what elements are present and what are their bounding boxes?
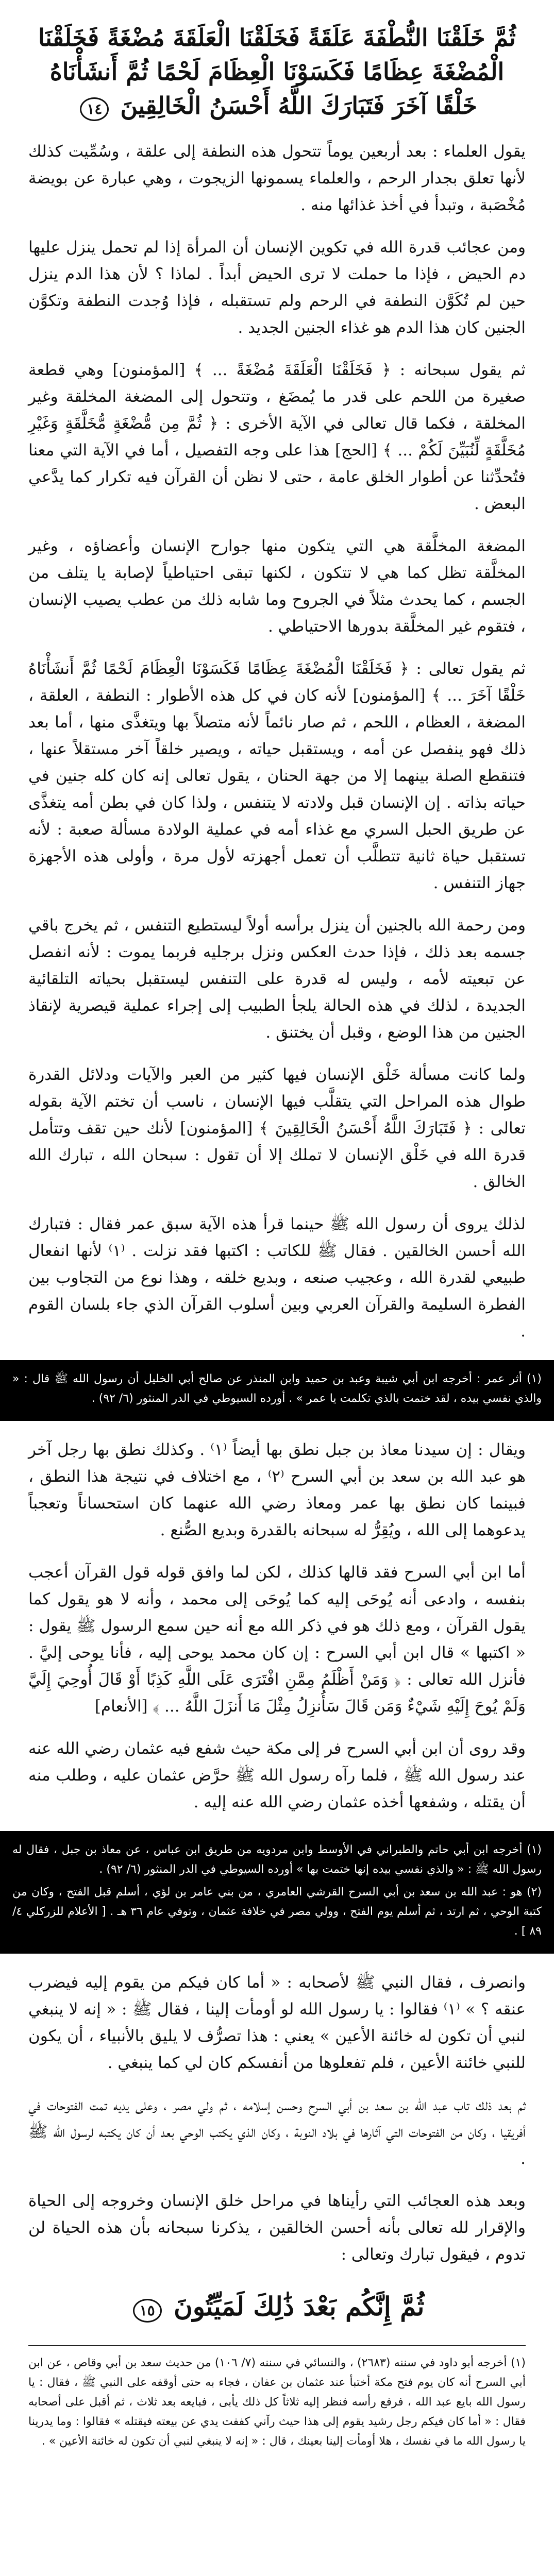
- verse-number-badge: ١٥: [133, 2299, 162, 2323]
- commentary-section-2: [28, 1436, 526, 1816]
- footnote: (٢) هو : عبد الله بن سعد بن أبي السرح القرشي العامري ، من بني عامر بن لؤي ، أسلم قبل الفتح ، وكان من كتبة الوحي ، ثم ارتد ، ثم أسلم يوم الفتح ، وولي مصر في خلافة عثمان ، وتوفي عام ٣٦ هـ . [ الأعلام للزركلي ٤/ ٨٩ ] .: [12, 1886, 542, 1938]
- paragraph: المضغة المخلَّقة هي التي يتكون منها جوارح الإنسان وأعضاؤه ، وغير المخلَّقة تظل كما هي لا تتكون ، لكنها تبقى احتياطياً لإصابة يا يتلف من الجسم ، كما يحدث مثلاً في الجروح وما شابه ذلك من عطب يصيب الإنسان ، فتقوم غير المخلَّقة بدورها الاحتياطي .: [28, 537, 526, 636]
- paragraph: لذلك يروى أن رسول الله ﷺ حينما قرأ هذه الآية سبق عمر فقال : فتبارك الله أحسن الخالقين . فقال ﷺ للكاتب : اكتبها فقد نزلت . ⁽١⁾ لأنها انفعال طبيعي لقدرة الله ، وعجيب صنعه ، وبديع خلقه ، وهذا نوع من التجاوب بين الفطرة السليمة والقرآن العربي وبين أسلوب القرآن الذي جاء بلسان القوم .: [28, 1215, 526, 1341]
- paragraph: ولما كانت مسألة خَلْق الإنسان فيها كثير من العبر والآيات ودلائل القدرة طوال هذه المراحل التي يتقلَّب فيها الإنسان ، ناسب أن تختم الآية بقوله تعالى : ﴿ فَتَبَارَكَ اللَّهُ أَحْسَنُ الْخَالِقِينَ ﴾ [المؤمنون] لأنك حين تقف وتتأمل قدرة الله في خَلْق الإنسان لا تملك إلا أن تقول : سبحان الله ، تبارك الله الخالق .: [28, 1065, 526, 1191]
- footnote: (١) أخرجه ابن أبي حاتم والطبراني في الأوسط وابن مردويه من طريق ابن عباس ، عن معاذ بن جبل ، فقال له رسول الله ﷺ : « والذي نفسي بيده إنها ختمت بها » أورده السيوطي في الدر المنثور (٦/ ٩٢) .: [12, 1843, 542, 1876]
- footnote: (١) أخرجه أبو داود في سننه (٢٦٨٣) ، والنسائي في سننه (٧/ ١٠٦) من حديث سعد بن أبي وقاص ، عن ابن أبي السرح أنه كان يوم فتح مكة أختبأ عند عثمان بن عفان ، فجاء به حتى أوقفه على النبي ﷺ ، فقال : يا رسول الله بايع عبد الله ، فرفع رأسه فنظر إليه ثلاثاً كل ذلك يأبى ، فبايعه بعد ثلاث ، ثم أقبل على أصحابه فقال : « أما كان فيكم رجل رشيد يقوم إلى هذا حيث رآني كففت يدي عن بيعته فيقتله » فقالوا : وما يدرينا يا رسول الله ما في نفسك ، هلا أومأت إلينا بعينك ، قال : « إنه لا ينبغي لنبي أن تكون له خائنة الأعين » .: [28, 2357, 526, 2448]
- commentary-section-3: [28, 1969, 526, 2268]
- footnotes-section: [28, 2345, 526, 2451]
- paragraph: ويقال : إن سيدنا معاذ بن جبل نطق بها أيضاً ⁽١⁾ . وكذلك نطق بها رجل آخر هو عبد الله بن سعد بن أبي السرح ⁽٢⁾ ، مع اختلاف في نتيجة هذا النطق ، فبينما كان نطق بها عمر ومعاذ رضي الله عنهما كان استحساناً وتعجباً يدعوهما إلى الله ، ويُقِرُّ له سبحانه بالقدرة وبديع الصُّنع .: [28, 1440, 526, 1539]
- paragraph: وبعد هذه العجائب التي رأيناها في مراحل خلق الإنسان وخروجه إلى الحياة والإقرار لله تعالى بأنه أحسن الخالقين ، يذكرنا سبحانه بأن هذه الحياة لن تدوم ، فيقول تبارك وتعالى :: [28, 2192, 526, 2264]
- closing-verse: [28, 2289, 526, 2325]
- paragraph: وانصرف ، فقال النبي ﷺ لأصحابه : « أما كان فيكم من يقوم إليه فيضرب عنقه ؟ » ⁽١⁾ فقالوا : يا رسول الله لو أومأت إلينا ، فقال ﷺ : « إنه لا ينبغي لنبي أن تكون له خائنة الأعين » يعني : هذا تصرُّف لا يليق بالأنبياء ، أن يكون للنبي خائنة الأعين ، فلم تفعلوها من أنفسكم كان لي كما ينبغي .: [28, 1973, 526, 2072]
- footnote-box: [0, 1831, 554, 1954]
- footnote: (١) أثر عمر : أخرجه ابن أبي شيبة وعبد بن حميد وابن المنذر عن صالح أبي الخليل أن رسول الله ﷺ قال : « والذي نفسي بيده ، لقد ختمت بالذي تكلمت يا عمر » . أورده السيوطي في الدر المنثور (٦/ ٩٢) .: [12, 1372, 542, 1405]
- paragraph: ثم يقول سبحانه : ﴿ فَخَلَقْنَا الْعَلَقَةَ مُضْغَةً ... ﴾ [المؤمنون] وهي قطعة صغيرة من اللحم على قدر ما يُمضَغ ، وتتحول إلى المضغة المخلقة وغير المخلقة ، فكما قال تعالى في الآية الأخرى : ﴿ ثُمَّ مِن مُّضْغَةٍ مُّخَلَّقَةٍ وَغَيْرِ مُخَلَّقَةٍ لِّنُبَيِّنَ لَكُمْ ... ﴾ [الحج] هذا على وجه التفصيل ، أما في الآية التي معنا فتُحدِّثنا عن أطوار الخلق عامة ، حتى لا نظن أن القرآن فيه تكرار كما يدَّعي البعض .: [28, 361, 526, 513]
- paragraph: أما ابن أبي السرح فقد قالها كذلك ، لكن لما وافق قوله قول القرآن أعجب بنفسه ، وادعى أنه يُوحَى إليه كما يُوحَى إلى محمد ، وأنه لا هو يقول كما يقول القرآن ، ومع ذلك هو في ذكر الله مع أنه حين سمع الرسول ﷺ يقول : « اكتبها » قال ابن أبي السرح : إن كان محمد يوحى إليه ، فأنا يوحى إليَّ . فأنزل الله تعالى : ﴿ وَمَنْ أَظْلَمُ مِمَّنِ افْتَرَى عَلَى اللَّهِ كَذِبًا أَوْ قَالَ أُوحِيَ إِلَيَّ وَلَمْ يُوحَ إِلَيْهِ شَيْءٌ وَمَن قَالَ سَأُنزِلُ مِثْلَ مَا أَنزَلَ اللَّهُ ... ﴾ [الأنعام]: [28, 1563, 526, 1716]
- header-verse-text: ثُمَّ خَلَقْنَا النُّطْفَةَ عَلَقَةً فَخَلَقْنَا الْعَلَقَةَ مُضْغَةً فَخَلَقْنَا الْمُضْغَةَ عِظَامًا فَكَسَوْنَا الْعِظَامَ لَحْمًا ثُمَّ أَنشَأْنَاهُ خَلْقًا آخَرَ فَتَبَارَكَ اللَّهُ أَحْسَنُ الْخَالِقِينَ: [38, 24, 516, 120]
- verse-number-badge: ١٤: [80, 97, 109, 121]
- commentary-section-1: [28, 138, 526, 1345]
- paragraph: ومن عجائب قدرة الله في تكوين الإنسان أن المرأة إذا لم تحمل ينزل عليها دم الحيض ، فإذا ما حملت لا ترى الحيض أبداً . لماذا ؟ لأن هذا الدم ينزل حين لم تُكَوَّن النطفة في الرحم ولم تستقبله ، فإذا وُجدت النطفة وتكوَّن الجنين كان هذا الدم هو غذاء الجنين الجديد .: [28, 238, 526, 337]
- paragraph: ومن رحمة الله بالجنين أن ينزل برأسه أولاً ليستطيع التنفس ، ثم يخرج باقي جسمه بعد ذلك ، فإذا حدث العكس ونزل برجليه فربما يموت : لأنه انفصل عن تبعيته لأمه ، وليس له قدرة على التنفس ليستقبل بحياته التلقائية الجديدة ، لذلك في هذه الحالة يلجأ الطبيب إلى إجراء عملية قيصرية لإنقاذ الجنين من هذا الوضع ، وقبل أن يختنق .: [28, 916, 526, 1042]
- paragraph: يقول العلماء : بعد أربعين يوماً تتحول هذه النطفة إلى علقة ، وسُمِّيت كذلك لأنها تعلق بجدار الرحم ، والعلماء يسمونها الزيجوت ، وهي عبارة عن بويضة مُخْصَبة ، وتبدأ في أخذ غذائها منه .: [28, 142, 526, 214]
- paragraph: ثم بعد ذلك تاب عبد الله بن سعد بن أبي السرح وحسن إسلامه ، ثم ولي مصر ، وعلى يديه تمت الفتوحات في أفريقيا ، وكان من الفتوحات التي آثارها في بلاد النوبة ، وكان الذي يكتب الوحي بعد أن كان يكتبه لرسول الله ﷺ .: [28, 2096, 526, 2168]
- header-verse: [28, 21, 526, 123]
- paragraph: ثم يقول تعالى : ﴿ فَخَلَقْنَا الْمُضْغَةَ عِظَامًا فَكَسَوْنَا الْعِظَامَ لَحْمًا ثُمَّ أَنشَأْنَاهُ خَلْقًا آخَرَ ... ﴾ [المؤمنون] لأنه كان في كل هذه الأطوار : النطفة ، العلقة ، المضغة ، العظام ، اللحم ، ثم صار نائماً لأنه متصلاً بها ويتغذَّى منها ، أما بعد ذلك فهو ينفصل عن أمه ، ويستقبل حياته ، ويصير خلقاً آخر مستقلاً عنها ، فتنقطع الصلة بينهما إلا من جهة الحنان ، يقول تعالى إنه كان كله جنين في حياته بذاته . إن الإنسان قبل ولادته لا يتنفس ، ولذا كان في بطن أمه يتغذَّى عن طريق الحبل السري مع غذاء أمه في عملية الولادة مسألة صعبة : لأنه تستقبل حياة ثانية تتطلَّب أن تعمل أجهزته لأول مرة ، وأولى هذه الأجهزة جهاز التنفس .: [28, 659, 526, 892]
- paragraph: وقد روى أن ابن أبي السرح فر إلى مكة حيث شفع فيه عثمان رضي الله عنه عند رسول الله ﷺ ، فلما رآه رسول الله ﷺ حرَّض عثمان عليه ، وطلب منه أن يقتله ، وشفعها أخذه عثمان رضي الله عنه إليه .: [28, 1739, 526, 1811]
- closing-verse-text: ثُمَّ إِنَّكُم بَعْدَ ذَٰلِكَ لَمَيِّتُونَ: [174, 2291, 425, 2321]
- footnote-box: [0, 1360, 554, 1421]
